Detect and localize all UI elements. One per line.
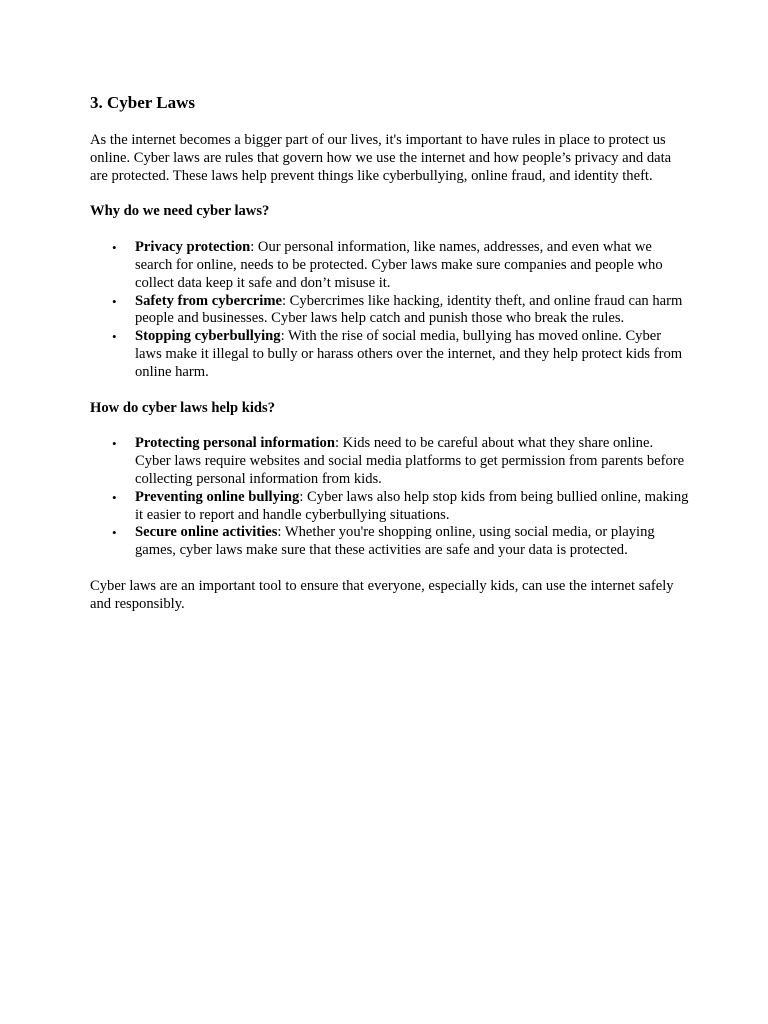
- list-item: [90, 435, 690, 488]
- bullet-icon: •: [112, 240, 117, 256]
- why-list: [90, 239, 690, 381]
- subheading-kids: How do cyber laws help kids?: [90, 399, 276, 416]
- bullet-icon: •: [112, 436, 117, 452]
- section-title: 3. Cyber Laws: [90, 93, 195, 112]
- kids-list: [90, 435, 690, 560]
- list-item-term: Stopping cyberbullying: [135, 328, 281, 345]
- intro-paragraph: As the internet becomes a bigger part of our lives, it's important to have rules in place to protect us online. Cyber laws are rules that govern how we use the internet and how people’s privacy and data are protected. These laws help prevent things like cyberbullying, online fraud, and identity theft.: [90, 132, 672, 184]
- list-item-term: Preventing online bullying: [135, 488, 300, 505]
- list-item: [90, 524, 690, 560]
- conclusion-paragraph: Cyber laws are an important tool to ensure that everyone, especially kids, can use the internet safely and responsibly.: [90, 577, 674, 612]
- bullet-icon: •: [112, 293, 117, 309]
- list-item-term: Privacy protection: [135, 239, 251, 256]
- list-item: [90, 293, 690, 329]
- list-item-term: Safety from cybercrime: [135, 292, 282, 309]
- list-item-text: : With the rise of social media, bullying has moved online. Cyber laws make it illegal to bully or harass others over the internet, and they help protect kids from online harm.: [135, 328, 683, 380]
- list-item: [90, 328, 690, 381]
- list-item-text: : Kids need to be careful about what they share online. Cyber laws require websites and social media platforms to get permission from parents before collecting personal information from kids.: [135, 435, 685, 487]
- document-page: [90, 92, 690, 632]
- bullet-icon: •: [112, 329, 117, 345]
- bullet-icon: •: [112, 489, 117, 505]
- list-item: [90, 239, 690, 292]
- bullet-icon: •: [112, 525, 117, 541]
- list-item-text: : Cybercrimes like hacking, identity theft, and online fraud can harm people and businesses. Cyber laws help catch and punish those who break the rules.: [135, 292, 683, 327]
- list-item-text: : Cyber laws also help stop kids from being bullied online, making it easier to report and handle cyberbullying situations.: [135, 488, 689, 523]
- subheading-why: Why do we need cyber laws?: [90, 203, 270, 220]
- list-item-term: Protecting personal information: [135, 435, 335, 452]
- list-item-text: : Our personal information, like names, addresses, and even what we search for online, needs to be protected. Cyber laws make sure companies and people who collect data keep it safe and don’t misuse it.: [135, 239, 663, 291]
- list-item-term: Secure online activities: [135, 524, 278, 541]
- list-item-text: : Whether you're shopping online, using social media, or playing games, cyber laws make sure that these activities are safe and your data is protected.: [135, 524, 655, 559]
- list-item: [90, 489, 690, 525]
